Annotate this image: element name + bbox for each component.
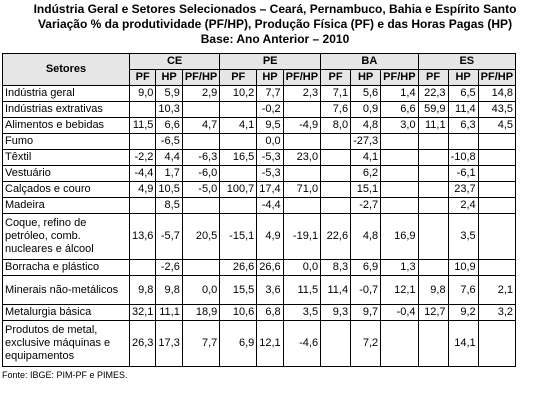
value-cell [182, 260, 219, 276]
value-cell [381, 182, 418, 198]
value-cell [418, 150, 448, 166]
value-cell: 10,3 [156, 102, 182, 118]
value-cell [381, 166, 418, 182]
value-cell [283, 166, 320, 182]
value-cell: 4,1 [220, 118, 257, 134]
value-cell [182, 102, 219, 118]
value-cell: 6,3 [448, 118, 478, 134]
value-cell [220, 102, 257, 118]
value-cell: 9,8 [130, 276, 156, 305]
table-row [3, 198, 516, 214]
value-cell: 59,9 [418, 102, 448, 118]
value-cell: 1,7 [156, 166, 182, 182]
value-cell: 15,5 [220, 276, 257, 305]
value-cell [478, 214, 515, 260]
value-cell: 7,2 [351, 321, 381, 367]
value-cell: 11,4 [321, 276, 351, 305]
value-cell [321, 182, 351, 198]
value-cell [321, 198, 351, 214]
value-cell: 3,0 [381, 118, 418, 134]
value-cell: 22,3 [418, 86, 448, 102]
value-cell: 5,9 [156, 86, 182, 102]
value-cell: -5,7 [156, 214, 182, 260]
table-title [0, 0, 550, 47]
value-cell: 26,3 [130, 321, 156, 367]
column-header: HP [351, 70, 381, 86]
value-cell: 4,9 [257, 214, 283, 260]
value-cell: -5,0 [182, 182, 219, 198]
value-cell: -5,3 [257, 150, 283, 166]
state-header: PE [220, 54, 321, 70]
value-cell [321, 150, 351, 166]
column-header: PF [321, 70, 351, 86]
value-cell: -4,9 [283, 118, 320, 134]
value-cell: 11,5 [283, 276, 320, 305]
value-cell: 22,6 [321, 214, 351, 260]
sector-label: Calçados e couro [3, 182, 130, 198]
value-cell: 20,5 [182, 214, 219, 260]
value-cell [381, 198, 418, 214]
value-cell: 23,0 [283, 150, 320, 166]
value-cell [130, 260, 156, 276]
table-row [3, 321, 516, 367]
value-cell: -4,4 [130, 166, 156, 182]
value-cell: 6,6 [381, 102, 418, 118]
value-cell: 4,8 [351, 118, 381, 134]
value-cell: -6,3 [182, 150, 219, 166]
value-cell: 9,2 [448, 305, 478, 321]
value-cell: -2,7 [351, 198, 381, 214]
table-row [3, 166, 516, 182]
sector-label: Vestuário [3, 166, 130, 182]
value-cell [418, 260, 448, 276]
value-cell: 4,5 [478, 118, 515, 134]
value-cell: -27,3 [351, 134, 381, 150]
value-cell [381, 134, 418, 150]
value-cell [478, 182, 515, 198]
value-cell: 4,7 [182, 118, 219, 134]
value-cell: 0,0 [257, 134, 283, 150]
value-cell: 0,9 [351, 102, 381, 118]
state-header: ES [418, 54, 515, 70]
value-cell: 12,1 [381, 276, 418, 305]
value-cell [478, 198, 515, 214]
value-cell: 7,7 [257, 86, 283, 102]
value-cell [130, 134, 156, 150]
value-cell: -2,6 [156, 260, 182, 276]
value-cell: 2,9 [182, 86, 219, 102]
value-cell [130, 198, 156, 214]
value-cell [418, 321, 448, 367]
value-cell: 12,7 [418, 305, 448, 321]
value-cell: 12,1 [257, 321, 283, 367]
value-cell: 9,7 [351, 305, 381, 321]
sector-label: Minerais não-metálicos [3, 276, 130, 305]
value-cell [220, 134, 257, 150]
table-row [3, 260, 516, 276]
value-cell: 3,6 [257, 276, 283, 305]
column-header: PF [418, 70, 448, 86]
column-header: PF/HP [283, 70, 320, 86]
value-cell: 26,6 [220, 260, 257, 276]
value-cell: 18,9 [182, 305, 219, 321]
table-row [3, 150, 516, 166]
value-cell: 2,3 [283, 86, 320, 102]
value-cell: -4,6 [283, 321, 320, 367]
value-cell: 11,1 [156, 305, 182, 321]
value-cell [418, 134, 448, 150]
value-cell [418, 166, 448, 182]
table-row [3, 134, 516, 150]
value-cell: -0,7 [351, 276, 381, 305]
value-cell: 0,0 [283, 260, 320, 276]
source-note: Fonte: IBGE: PIM-PF e PIMES. [2, 370, 128, 380]
value-cell: 7,6 [448, 276, 478, 305]
column-header: PF/HP [182, 70, 219, 86]
column-header: PF [130, 70, 156, 86]
value-cell: 7,6 [321, 102, 351, 118]
value-cell: 10,6 [220, 305, 257, 321]
value-cell: 7,1 [321, 86, 351, 102]
value-cell [478, 260, 515, 276]
value-cell: 23,7 [448, 182, 478, 198]
value-cell [321, 321, 351, 367]
value-cell: 9,8 [418, 276, 448, 305]
sector-label: Indústrias extrativas [3, 102, 130, 118]
value-cell [220, 198, 257, 214]
state-header: BA [321, 54, 418, 70]
value-cell: 8,3 [321, 260, 351, 276]
value-cell: 6,9 [220, 321, 257, 367]
title-line-2: Variação % da produtividade (PF/HP), Produção Física (PF) e das Horas Pagas (HP) [37, 17, 513, 31]
column-header: PF [220, 70, 257, 86]
value-cell: 9,8 [156, 276, 182, 305]
value-cell: 6,9 [351, 260, 381, 276]
value-cell: 4,4 [156, 150, 182, 166]
value-cell: 4,1 [351, 150, 381, 166]
column-header: HP [156, 70, 182, 86]
table-row [3, 214, 516, 260]
value-cell [418, 198, 448, 214]
value-cell: 13,6 [130, 214, 156, 260]
value-cell: -6,0 [182, 166, 219, 182]
value-cell: 4,8 [351, 214, 381, 260]
value-cell: -5,3 [257, 166, 283, 182]
value-cell: 17,4 [257, 182, 283, 198]
value-cell [478, 321, 515, 367]
column-header: PF/HP [478, 70, 515, 86]
value-cell: 10,9 [448, 260, 478, 276]
value-cell: 11,5 [130, 118, 156, 134]
value-cell [130, 102, 156, 118]
value-cell: 3,5 [448, 214, 478, 260]
table-row [3, 86, 516, 102]
value-cell [283, 198, 320, 214]
value-cell: 11,4 [448, 102, 478, 118]
value-cell: 32,1 [130, 305, 156, 321]
value-cell: 16,5 [220, 150, 257, 166]
title-line-3: Base: Ano Anterior – 2010 [200, 32, 350, 46]
sector-label: Alimentos e bebidas [3, 118, 130, 134]
value-cell: 1,3 [381, 260, 418, 276]
value-cell [418, 182, 448, 198]
value-cell: 4,9 [130, 182, 156, 198]
value-cell [321, 166, 351, 182]
value-cell: 26,6 [257, 260, 283, 276]
value-cell: 11,1 [418, 118, 448, 134]
value-cell: 5,6 [351, 86, 381, 102]
value-cell: 8,0 [321, 118, 351, 134]
table-row [3, 276, 516, 305]
value-cell: 14,1 [448, 321, 478, 367]
value-cell: 3,5 [283, 305, 320, 321]
value-cell: -2,2 [130, 150, 156, 166]
sector-label: Metalurgia básica [3, 305, 130, 321]
value-cell: 17,3 [156, 321, 182, 367]
value-cell: 6,8 [257, 305, 283, 321]
value-cell: 16,9 [381, 214, 418, 260]
value-cell [381, 150, 418, 166]
value-cell: 8,5 [156, 198, 182, 214]
value-cell [381, 321, 418, 367]
value-cell: -6,5 [156, 134, 182, 150]
value-cell: 43,5 [478, 102, 515, 118]
value-cell [478, 150, 515, 166]
value-cell [478, 134, 515, 150]
value-cell [182, 198, 219, 214]
table-row [3, 182, 516, 198]
value-cell: 15,1 [351, 182, 381, 198]
value-cell: 6,2 [351, 166, 381, 182]
value-cell: 14,8 [478, 86, 515, 102]
column-header: HP [257, 70, 283, 86]
value-cell: 2,1 [478, 276, 515, 305]
data-table [2, 53, 516, 367]
value-cell: -19,1 [283, 214, 320, 260]
value-cell [478, 166, 515, 182]
value-cell: 9,3 [321, 305, 351, 321]
value-cell: 9,0 [130, 86, 156, 102]
value-cell: -10,8 [448, 150, 478, 166]
value-cell: 10,2 [220, 86, 257, 102]
value-cell: -6,1 [448, 166, 478, 182]
value-cell: -4,4 [257, 198, 283, 214]
column-header: PF/HP [381, 70, 418, 86]
sector-label: Borracha e plástico [3, 260, 130, 276]
table-row [3, 102, 516, 118]
value-cell: 7,7 [182, 321, 219, 367]
value-cell: 71,0 [283, 182, 320, 198]
value-cell [182, 134, 219, 150]
value-cell: 9,5 [257, 118, 283, 134]
value-cell: 10,5 [156, 182, 182, 198]
sector-label: Indústria geral [3, 86, 130, 102]
value-cell: -0,2 [257, 102, 283, 118]
column-header: HP [448, 70, 478, 86]
sector-label: Fumo [3, 134, 130, 150]
value-cell: -0,4 [381, 305, 418, 321]
value-cell: 0,0 [182, 276, 219, 305]
value-cell: 3,2 [478, 305, 515, 321]
state-header: CE [130, 54, 220, 70]
value-cell: 6,5 [448, 86, 478, 102]
value-cell [283, 134, 320, 150]
value-cell [283, 102, 320, 118]
table-row [3, 118, 516, 134]
value-cell [448, 134, 478, 150]
sector-label: Têxtil [3, 150, 130, 166]
sector-label: Madeira [3, 198, 130, 214]
sector-label: Coque, refino de petróleo, comb. nucleares e álcool [3, 214, 130, 260]
value-cell [418, 214, 448, 260]
value-cell: -15,1 [220, 214, 257, 260]
value-cell: 6,6 [156, 118, 182, 134]
title-line-1: Indústria Geral e Setores Selecionados – Ceará, Pernambuco, Bahia e Espírito Santo [33, 2, 517, 16]
value-cell: 100,7 [220, 182, 257, 198]
value-cell [321, 134, 351, 150]
table-row [3, 305, 516, 321]
sector-header: Setores [3, 54, 130, 86]
sector-label: Produtos de metal, exclusive máquinas e equipamentos [3, 321, 130, 367]
value-cell: 2,4 [448, 198, 478, 214]
value-cell: 1,4 [381, 86, 418, 102]
value-cell [220, 166, 257, 182]
